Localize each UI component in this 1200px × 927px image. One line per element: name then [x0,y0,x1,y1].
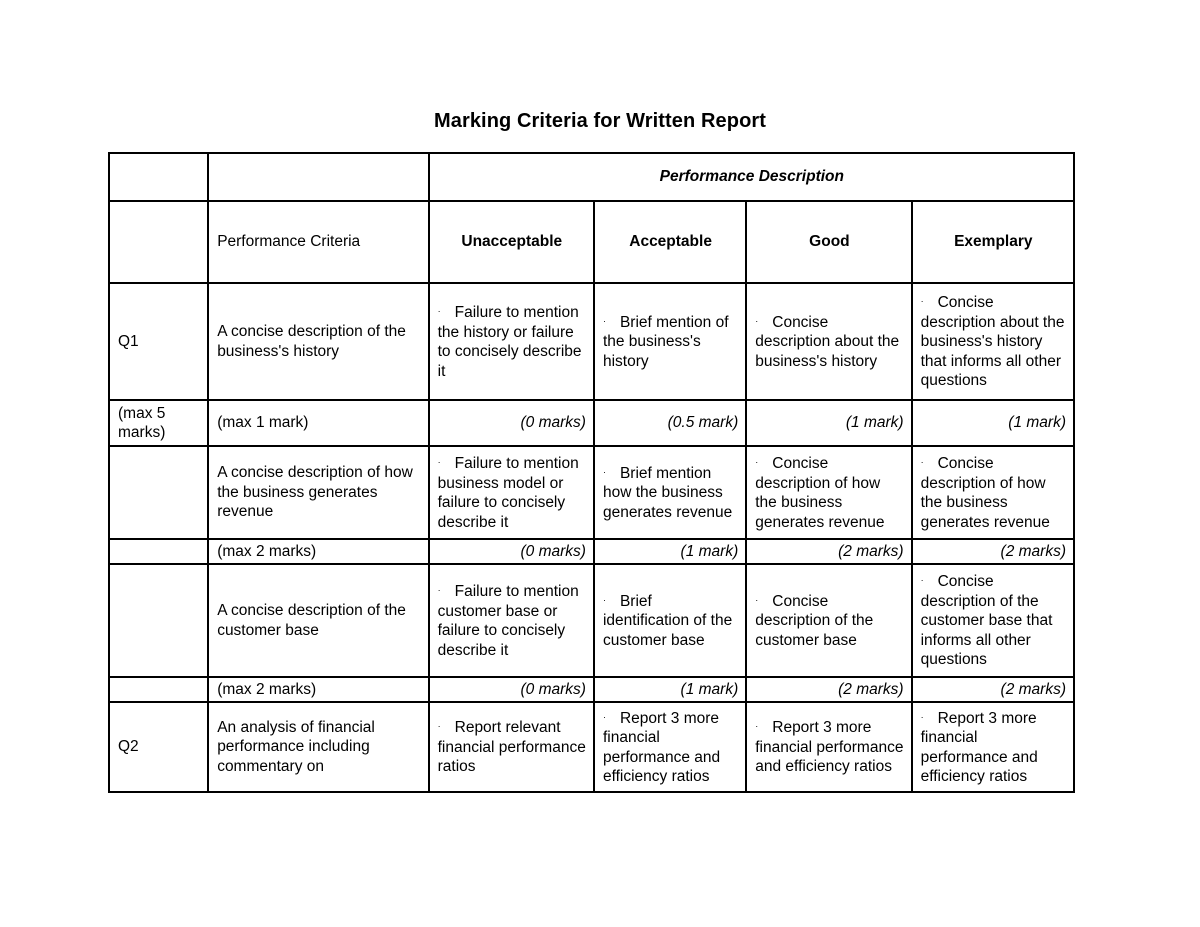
unacceptable-cell [429,702,594,792]
unacceptable-marks: (0 marks) [429,400,594,446]
exemplary-cell [912,564,1074,677]
table-row-q2 [109,702,1074,792]
good-marks: (2 marks) [746,677,911,702]
empty-cell [109,201,208,283]
table-row-q1-history-marks [109,400,1074,446]
good-cell [746,564,911,677]
empty-cell [109,564,208,677]
exemplary-marks: (1 mark) [912,400,1074,446]
acceptable-cell [594,564,746,677]
criteria-max-marks: (max 2 marks) [208,539,428,564]
acceptable-heading: Acceptable [594,201,746,283]
cell-text: Failure to mention business model or failure to concisely describe it [437,455,579,531]
unacceptable-heading: Unacceptable [429,201,594,283]
cell-text: Concise description of the customer base that informs all other questions [920,573,1053,669]
good-cell [746,702,911,792]
cell-text: Report 3 more financial performance and efficiency ratios [920,709,1038,785]
cell-text: Concise description about the business's history [755,313,900,370]
cell-text: Report 3 more financial performance and efficiency ratios [755,719,904,776]
bullet-icon: · [755,721,759,732]
cell-text: Brief mention of the business's history [602,313,729,370]
bullet-icon: · [437,721,441,732]
criteria-cell: An analysis of financial performance including commentary on [208,702,428,792]
good-cell [746,446,911,539]
table-row-q1-history [109,283,1074,400]
unacceptable-marks: (0 marks) [429,677,594,702]
empty-cell [109,677,208,702]
bullet-icon: · [920,711,924,722]
exemplary-cell [912,446,1074,539]
good-heading: Good [746,201,911,283]
bullet-icon: · [755,457,759,467]
question-label: Q2 [109,702,208,792]
cell-text: Concise description of how the business generates revenue [755,455,885,531]
bullet-icon: · [437,457,441,467]
criteria-max-marks: (max 1 mark) [208,400,428,446]
cell-text: Concise description about the business's history that informs all other questions [920,294,1065,390]
exemplary-heading: Exemplary [912,201,1074,283]
performance-description-heading: Performance Description [429,153,1074,201]
table-row-header [109,201,1074,283]
bullet-icon: · [437,306,441,316]
cell-text: Brief identification of the customer base [602,592,733,649]
question-label: Q1 [109,283,208,400]
cell-text: Concise description of how the business generates revenue [920,455,1050,531]
exemplary-cell [912,702,1074,792]
cell-text: Failure to mention customer base or failure to concisely describe it [437,583,579,659]
bullet-icon: · [602,711,606,722]
cell-text: Brief mention how the business generates revenue [602,464,733,521]
bullet-icon: · [602,594,606,605]
bullet-icon: · [920,575,924,586]
unacceptable-marks: (0 marks) [429,539,594,564]
criteria-cell: A concise description of the business's history [208,283,428,400]
acceptable-cell [594,702,746,792]
bullet-icon: · [755,315,759,326]
table-row-q1-customer [109,564,1074,677]
bullet-icon: · [755,594,759,605]
cell-text: Concise description of the customer base [755,592,874,649]
exemplary-marks: (2 marks) [912,677,1074,702]
bullet-icon: · [602,466,606,477]
good-cell [746,283,911,400]
criteria-cell: A concise description of the customer base [208,564,428,677]
acceptable-cell [594,283,746,400]
cell-text: Report 3 more financial performance and efficiency ratios [602,709,721,785]
unacceptable-cell [429,283,594,400]
acceptable-marks: (0.5 mark) [594,400,746,446]
performance-criteria-heading: Performance Criteria [208,201,428,283]
table-row-q1-customer-marks [109,677,1074,702]
empty-cell [208,153,428,201]
empty-cell [109,539,208,564]
document-title: Marking Criteria for Written Report [433,110,767,132]
criteria-cell: A concise description of how the business generates revenue [208,446,428,539]
good-marks: (1 mark) [746,400,911,446]
table-row-q1-revenue-marks [109,539,1074,564]
bullet-icon: · [437,585,441,595]
bullet-icon: · [920,296,924,307]
acceptable-marks: (1 mark) [594,539,746,564]
bullet-icon: · [920,457,924,467]
table-row-performance-description [109,153,1074,201]
good-marks: (2 marks) [746,539,911,564]
exemplary-marks: (2 marks) [912,539,1074,564]
cell-text: Report relevant financial performance ratios [437,719,586,776]
criteria-max-marks: (max 2 marks) [208,677,428,702]
unacceptable-cell [429,564,594,677]
empty-cell [109,153,208,201]
acceptable-cell [594,446,746,539]
empty-cell [109,446,208,539]
table-row-q1-revenue [109,446,1074,539]
unacceptable-cell [429,446,594,539]
cell-text: Failure to mention the history or failure to concisely describe it [437,304,582,380]
exemplary-cell [912,283,1074,400]
acceptable-marks: (1 mark) [594,677,746,702]
question-max-marks: (max 5 marks) [109,400,208,446]
marking-criteria-table [108,152,1075,793]
bullet-icon: · [602,315,606,326]
